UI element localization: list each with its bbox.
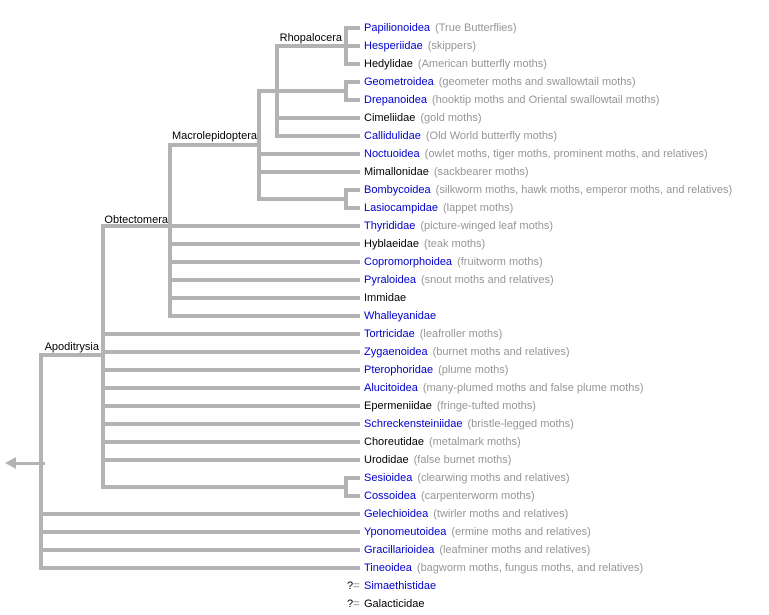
tree-branch-leaf xyxy=(275,134,360,138)
taxon-description: (gold moths) xyxy=(420,112,482,124)
tree-branch-leaf xyxy=(344,494,360,498)
taxon-name: Epermeniidae xyxy=(364,400,432,412)
tree-branch-leaf xyxy=(101,440,360,444)
clade-label-obtectomera: Obtectomera xyxy=(104,214,168,226)
taxon-link[interactable]: Hesperiidae xyxy=(364,40,423,52)
question-mark: ? xyxy=(347,598,354,610)
taxon-description: (metalmark moths) xyxy=(428,436,521,448)
taxon-link[interactable]: Whalleyanidae xyxy=(364,310,437,322)
taxon-description: (hooktip moths and Oriental swallowtail moths) xyxy=(432,94,660,106)
leaf-row xyxy=(364,219,553,233)
leaf-row xyxy=(364,327,502,341)
leaf-row xyxy=(364,291,406,305)
tree-branch-leaf xyxy=(344,62,360,66)
taxon-link[interactable]: Thyrididae xyxy=(364,220,416,232)
leaf-row xyxy=(364,345,570,359)
leaf-row xyxy=(364,453,511,467)
taxon-description: (carpenterworm moths) xyxy=(420,490,535,502)
tree-branch-leaf xyxy=(39,512,360,516)
tree-branch-leaf xyxy=(344,98,360,102)
leaf-row xyxy=(364,399,536,413)
tree-branch-leaf xyxy=(101,386,360,390)
root-arrow-icon xyxy=(5,457,16,469)
tree-branch-leaf xyxy=(344,476,360,480)
tree-branch-leaf xyxy=(101,368,360,372)
taxon-link[interactable]: Papilionoidea xyxy=(364,22,431,34)
taxon-link[interactable]: Lasiocampidae xyxy=(364,202,438,214)
taxon-description: (twirler moths and relatives) xyxy=(433,508,569,520)
taxon-description: (skippers) xyxy=(427,40,476,52)
taxon-description: (geometer moths and swallowtail moths) xyxy=(438,76,636,88)
leaf-row xyxy=(364,21,517,35)
taxon-description: (ermine moths and relatives) xyxy=(451,526,591,538)
tree-branch-leaf xyxy=(275,116,360,120)
taxon-name: Galacticidae xyxy=(364,598,425,610)
taxon-description: (plume moths) xyxy=(438,364,509,376)
tree-branch-stem xyxy=(257,197,348,201)
taxon-link[interactable]: Alucitoidea xyxy=(364,382,418,394)
tree-branch-leaf xyxy=(101,350,360,354)
leaf-row xyxy=(364,507,568,521)
taxon-name: Urodidae xyxy=(364,454,409,466)
taxon-link[interactable]: Sesioidea xyxy=(364,472,413,484)
taxon-link[interactable]: Yponomeutoidea xyxy=(364,526,447,538)
tree-branch-stem xyxy=(101,485,348,489)
taxon-link[interactable]: Schreckensteiniidae xyxy=(364,418,463,430)
tree-branch-vertical xyxy=(168,143,172,318)
taxon-description: (American butterfly moths) xyxy=(417,58,547,70)
tree-branch-leaf xyxy=(344,26,360,30)
taxon-name: Choreutidae xyxy=(364,436,424,448)
taxon-link[interactable]: Bombycoidea xyxy=(364,184,431,196)
leaf-row xyxy=(364,561,643,575)
tree-branch-leaf xyxy=(39,548,360,552)
leaf-row xyxy=(364,381,644,395)
tree-branch-leaf xyxy=(168,242,360,246)
leaf-row xyxy=(364,57,547,71)
tree-branch-leaf xyxy=(344,80,360,84)
taxon-link[interactable]: Simaethistidae xyxy=(364,580,437,592)
clade-label-apoditrysia: Apoditrysia xyxy=(44,341,99,353)
leaf-row xyxy=(364,489,535,503)
tree-branch-leaf xyxy=(101,404,360,408)
taxon-link[interactable]: Drepanoidea xyxy=(364,94,427,106)
taxon-link[interactable]: Tortricidae xyxy=(364,328,415,340)
leaf-row xyxy=(364,471,570,485)
leaf-row xyxy=(364,309,436,323)
taxon-description: (snout moths and relatives) xyxy=(420,274,554,286)
taxon-link[interactable]: Noctuoidea xyxy=(364,148,420,160)
taxon-description: (owlet moths, tiger moths, prominent moths, and relatives) xyxy=(424,148,708,160)
taxon-link[interactable]: Callidulidae xyxy=(364,130,421,142)
taxon-description: (clearwing moths and relatives) xyxy=(417,472,570,484)
taxon-description: (Old World butterfly moths) xyxy=(425,130,558,142)
leaf-row xyxy=(364,255,543,269)
taxon-description: (many-plumed moths and false plume moths) xyxy=(422,382,644,394)
taxon-name: Hedylidae xyxy=(364,58,413,70)
taxon-name: Mimallonidae xyxy=(364,166,429,178)
taxon-link[interactable]: Pterophoridae xyxy=(364,364,434,376)
taxon-link[interactable]: Geometroidea xyxy=(364,76,434,88)
tree-branch-stem xyxy=(168,143,261,147)
uncertain-placement-marker xyxy=(347,597,360,611)
leaf-row xyxy=(364,579,436,593)
leaf-row xyxy=(364,93,659,107)
leaf-row xyxy=(364,39,476,53)
taxon-description: (fruitworm moths) xyxy=(457,256,543,268)
tree-branch-leaf xyxy=(344,206,360,210)
tree-branch-leaf xyxy=(101,332,360,336)
tree-branch-leaf xyxy=(168,260,360,264)
equals-mark: = xyxy=(353,580,360,592)
taxon-link[interactable]: Copromorphoidea xyxy=(364,256,453,268)
tree-branch-leaf xyxy=(39,530,360,534)
leaf-row xyxy=(364,111,482,125)
taxon-description: (leafminer moths and relatives) xyxy=(439,544,591,556)
leaf-row xyxy=(364,165,529,179)
tree-branch-stem xyxy=(257,89,348,93)
taxon-description: (false burnet moths) xyxy=(413,454,512,466)
leaf-row xyxy=(364,75,636,89)
taxon-link[interactable]: Pyraloidea xyxy=(364,274,416,286)
taxon-description: (leafroller moths) xyxy=(419,328,503,340)
tree-branch-leaf xyxy=(39,566,360,570)
taxon-link[interactable]: Tineoidea xyxy=(364,562,412,574)
taxon-link[interactable]: Gelechioidea xyxy=(364,508,429,520)
leaf-row xyxy=(364,183,732,197)
leaf-row xyxy=(364,435,521,449)
leaf-row xyxy=(364,597,425,611)
tree-branch-leaf xyxy=(168,296,360,300)
leaf-row xyxy=(364,525,591,539)
taxon-description: (True Butterflies) xyxy=(435,22,517,34)
uncertain-placement-marker xyxy=(347,579,360,593)
clade-label-macrolepidoptera: Macrolepidoptera xyxy=(172,130,257,142)
taxon-description: (lappet moths) xyxy=(443,202,514,214)
leaf-row xyxy=(364,363,508,377)
taxon-link[interactable]: Cossoidea xyxy=(364,490,416,502)
taxon-description: (bagworm moths, fungus moths, and relatives) xyxy=(416,562,644,574)
tree-branch-leaf xyxy=(101,458,360,462)
taxon-link[interactable]: Zygaenoidea xyxy=(364,346,428,358)
tree-branch-leaf xyxy=(168,278,360,282)
leaf-row xyxy=(364,129,557,143)
taxon-description: (silkworm moths, hawk moths, emperor moths, and relatives) xyxy=(435,184,733,196)
taxon-description: (bristle-legged moths) xyxy=(467,418,574,430)
tree-branch-leaf xyxy=(257,170,360,174)
leaf-row xyxy=(364,147,708,161)
taxon-name: Immidae xyxy=(364,292,407,304)
taxon-description: (sackbearer moths) xyxy=(433,166,529,178)
leaf-row xyxy=(364,273,554,287)
root-arrow-line xyxy=(14,462,45,465)
taxon-name: Cimeliidae xyxy=(364,112,416,124)
leaf-row xyxy=(364,543,590,557)
taxon-link[interactable]: Gracillarioidea xyxy=(364,544,435,556)
taxon-description: (picture-winged leaf moths) xyxy=(420,220,554,232)
clade-label-rhopalocera: Rhopalocera xyxy=(279,32,342,44)
taxon-name: Hyblaeidae xyxy=(364,238,420,250)
leaf-row xyxy=(364,417,574,431)
leaf-row xyxy=(364,201,513,215)
tree-branch-leaf xyxy=(168,314,360,318)
equals-mark: = xyxy=(353,598,360,610)
question-mark: ? xyxy=(347,580,354,592)
leaf-row xyxy=(364,237,485,251)
tree-branch-leaf xyxy=(101,422,360,426)
taxon-description: (teak moths) xyxy=(424,238,486,250)
tree-branch-leaf xyxy=(257,152,360,156)
taxon-description: (fringe-tufted moths) xyxy=(436,400,536,412)
taxon-description: (burnet moths and relatives) xyxy=(432,346,570,358)
tree-branch-leaf xyxy=(344,188,360,192)
